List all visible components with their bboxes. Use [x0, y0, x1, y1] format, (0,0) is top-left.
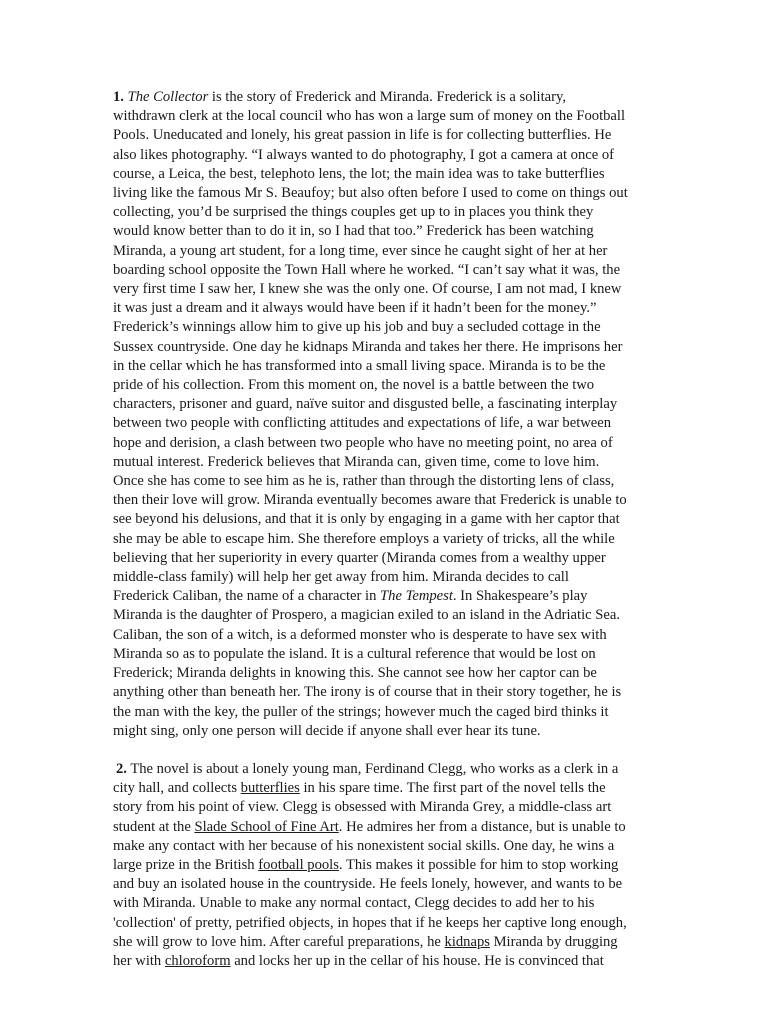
paragraph-1-text-a: is the story of Frederick and Miranda. Frederick is a solitary, withdrawn clerk at the local council who has won a large sum of money on the Football Pools. Uneducated and lonely, his great passion in life is for collecting butterflies. He also likes photography. “I always wanted to do photography, I got a camera at once of course, a Leica, the best, telephoto lens, the lot; the main idea was to take butterflies living like the famous Mr S. Beaufoy; but also often before I used to come on things out collecting, you’d be surprised the things couples get up to in places you think they would know better than to do it in, so I had that too.” Frederick has been watching Miranda, a young art student, for a long time, ever since he caught sight of her at her boarding school opposite the Town Hall where he worked. “I can’t say what it was, the very first time I saw her, I knew she was the only one. Of course, I am not mad, I knew it was just a dream and it always would have been if it hadn’t been for the money.” Frederick’s winnings allow him to give up his job and buy a secluded cottage in the Sussex countryside. One day he kidnaps Miranda and takes her there. He imprisons her in the cellar which he has transformed into a small living space. Miranda is to be the pride of his collection. From this moment on, the novel is a battle between the two characters, prisoner and guard, naïve suitor and disgusted belle, a fascinating interplay between two people with conflicting attitudes and expectations of life, a war between hope and derision, a clash between two people who have no meeting point, no area of mutual interest. Frederick believes that Miranda can, given time, come to love him. Once she has come to see him as he is, rather than through the distorting lens of class, then their love will grow. Miranda eventually becomes aware that Frederick is unable to see beyond his delusions, and that it is only by engaging in a game with her captor that she may be able to escape him. She therefore employs a variety of tricks, all the while believing that her superiority in every quarter (Miranda comes from a wealthy upper middle-class family) will help her get away from him. Miranda decides to call Frederick Caliban, the name of a character in: [113, 89, 628, 605]
paragraph-1-text-b: . In Shakespeare’s play Miranda is the daughter of Prospero, a magician exiled to an island in the Adriatic Sea. Caliban, the son of a witch, is a deformed monster who is desperate to have sex with Miranda so as to populate the island. It is a cultural reference that would be lost on Frederick; Miranda delights in knowing this. She cannot see how her captor can be anything other than beneath her. The irony is of course that in their story together, he is the man with the key, the puller of the strings; however much the caged bird thinks it might sing, only one person will decide if anyone shall ever hear its tune.: [113, 588, 622, 739]
paragraph-2-text-f: and locks her up in the cellar of his house. He is convinced that: [230, 952, 604, 969]
book-title: The Collector: [127, 89, 209, 105]
paragraph-2-number: 2.: [116, 760, 127, 777]
paragraph-2: [113, 760, 628, 971]
paragraph-1: [113, 88, 628, 741]
link-football-pools[interactable]: football pools: [258, 856, 339, 873]
link-chloroform[interactable]: chloroform: [164, 952, 231, 969]
link-kidnaps[interactable]: kidnaps: [444, 933, 490, 950]
paragraph-2-text-e: Miranda by drugging her with: [113, 933, 618, 969]
tempest-title: The Tempest: [380, 588, 453, 605]
link-butterflies[interactable]: butterflies: [240, 780, 300, 797]
paragraph-2-text-d: . This makes it possible for him to stop working and buy an isolated house in the countryside. He feels lonely, however, and wants to be with Miranda. Unable to make any normal contact, Clegg decides to add her to his 'collection' of pretty, petrified objects, in hopes that if he keeps her captive long enough, she will grow to love him. After careful preparations, he: [113, 856, 627, 950]
paragraph-2-text-a: The novel is about a lonely young man, Ferdinand Clegg, who works as a clerk in a city hall, and collects: [113, 760, 619, 797]
paragraph-1-number: 1.: [113, 89, 124, 105]
paragraph-2-text-c: . He admires her from a distance, but is unable to make any contact with her because of his nonexistent social skills. One day, he wins a large prize in the British: [113, 818, 626, 873]
paragraph-2-text-b: in his spare time. The first part of the novel tells the story from his point of view. Clegg is obsessed with Miranda Grey, a middle-class art student at the: [113, 780, 612, 835]
link-slade-school[interactable]: Slade School of Fine Art: [194, 818, 339, 835]
